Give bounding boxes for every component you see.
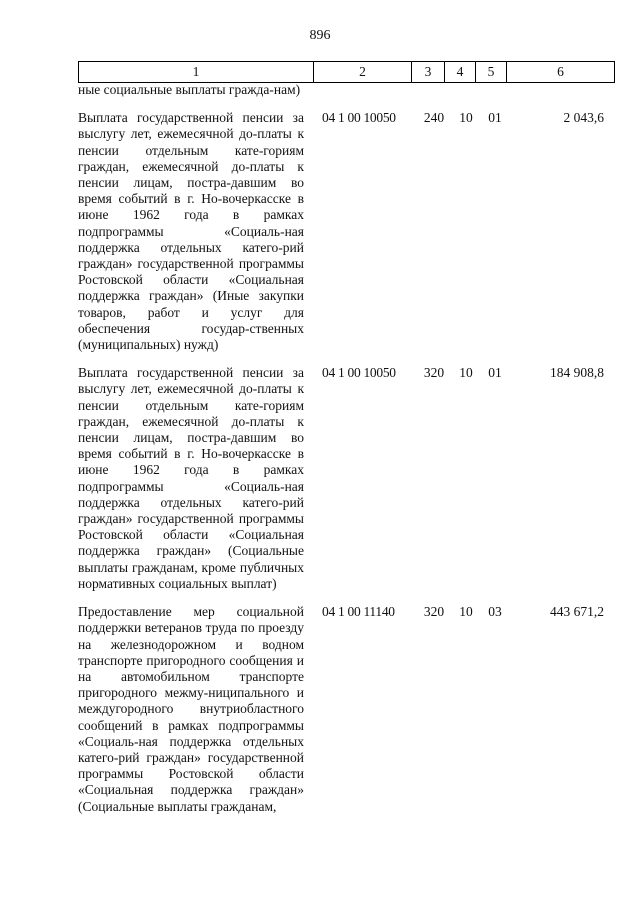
column-header-row xyxy=(78,61,615,83)
row-code: 04 1 00 10050 xyxy=(322,365,396,381)
row-col3: 320 xyxy=(423,365,445,381)
row-col4: 10 xyxy=(459,604,473,620)
continuation-text: ные социальные выплаты гражда-нам) xyxy=(78,82,301,97)
column-header-5: 5 xyxy=(476,62,507,83)
row-description: Выплата государственной пенсии за выслугу лет, ежемесячной до-платы к пенсии отдельным кате-гориям граждан, ежемесячной до-платы к пенсии лицам, постра-давшим во время событий в г. Но-вочеркасске в июне 1962 года в рамках подпрограммы «Социаль-ная поддержка отдельных катего-рий граждан» государственной программы Ростовской области «Социальная поддержка граждан» (Социальные выплаты гражданам, кроме публичных нормативных социальных выплат) xyxy=(78,365,304,591)
column-header-4: 4 xyxy=(445,62,476,83)
column-header-3: 3 xyxy=(412,62,445,83)
table-body xyxy=(78,82,610,827)
continuation-row xyxy=(78,82,610,98)
row-amount: 443 671,2 xyxy=(550,604,604,620)
row-description: Предоставление мер социальной поддержки ветеранов труда по проезду на железнодорожном и водном транспорте пригородного сообщения и на автомобильном транспорте пригородного межму-ниципального и междугородного внутриобластного сообщений в рамках подпрограммы «Социаль-ная поддержка отдельных катего-рий граждан» государственной программы Ростовской области «Социальная поддержка граждан» (Социальные выплаты гражданам, xyxy=(78,604,304,814)
row-code: 04 1 00 11140 xyxy=(322,604,395,620)
row-amount: 2 043,6 xyxy=(563,110,604,126)
row-col4: 10 xyxy=(459,365,473,381)
column-header-6: 6 xyxy=(507,62,615,83)
table-row xyxy=(78,365,610,592)
column-header-1: 1 xyxy=(79,62,314,83)
row-col5: 03 xyxy=(488,604,502,620)
row-col3: 240 xyxy=(423,110,445,126)
row-col5: 01 xyxy=(488,110,502,126)
row-code: 04 1 00 10050 xyxy=(322,110,396,126)
row-col5: 01 xyxy=(488,365,502,381)
row-description: Выплата государственной пенсии за выслугу лет, ежемесячной до-платы к пенсии отдельным кате-гориям граждан, ежемесячной до-платы к пенсии лицам, постра-давшим во время событий в г. Но-вочеркасске в июне 1962 года в рамках подпрограммы «Социаль-ная поддержка отдельных катего-рий граждан» государственной программы Ростовской области «Социальная поддержка граждан» (Иные закупки товаров, работ и услуг для обеспечения государ-ственных (муниципальных) нужд) xyxy=(78,110,304,353)
table-row xyxy=(78,604,610,815)
page-number: 896 xyxy=(309,28,331,43)
table-row xyxy=(78,110,610,353)
row-col4: 10 xyxy=(459,110,473,126)
row-amount: 184 908,8 xyxy=(550,365,604,381)
row-col3: 320 xyxy=(423,604,445,620)
column-header-2: 2 xyxy=(314,62,412,83)
